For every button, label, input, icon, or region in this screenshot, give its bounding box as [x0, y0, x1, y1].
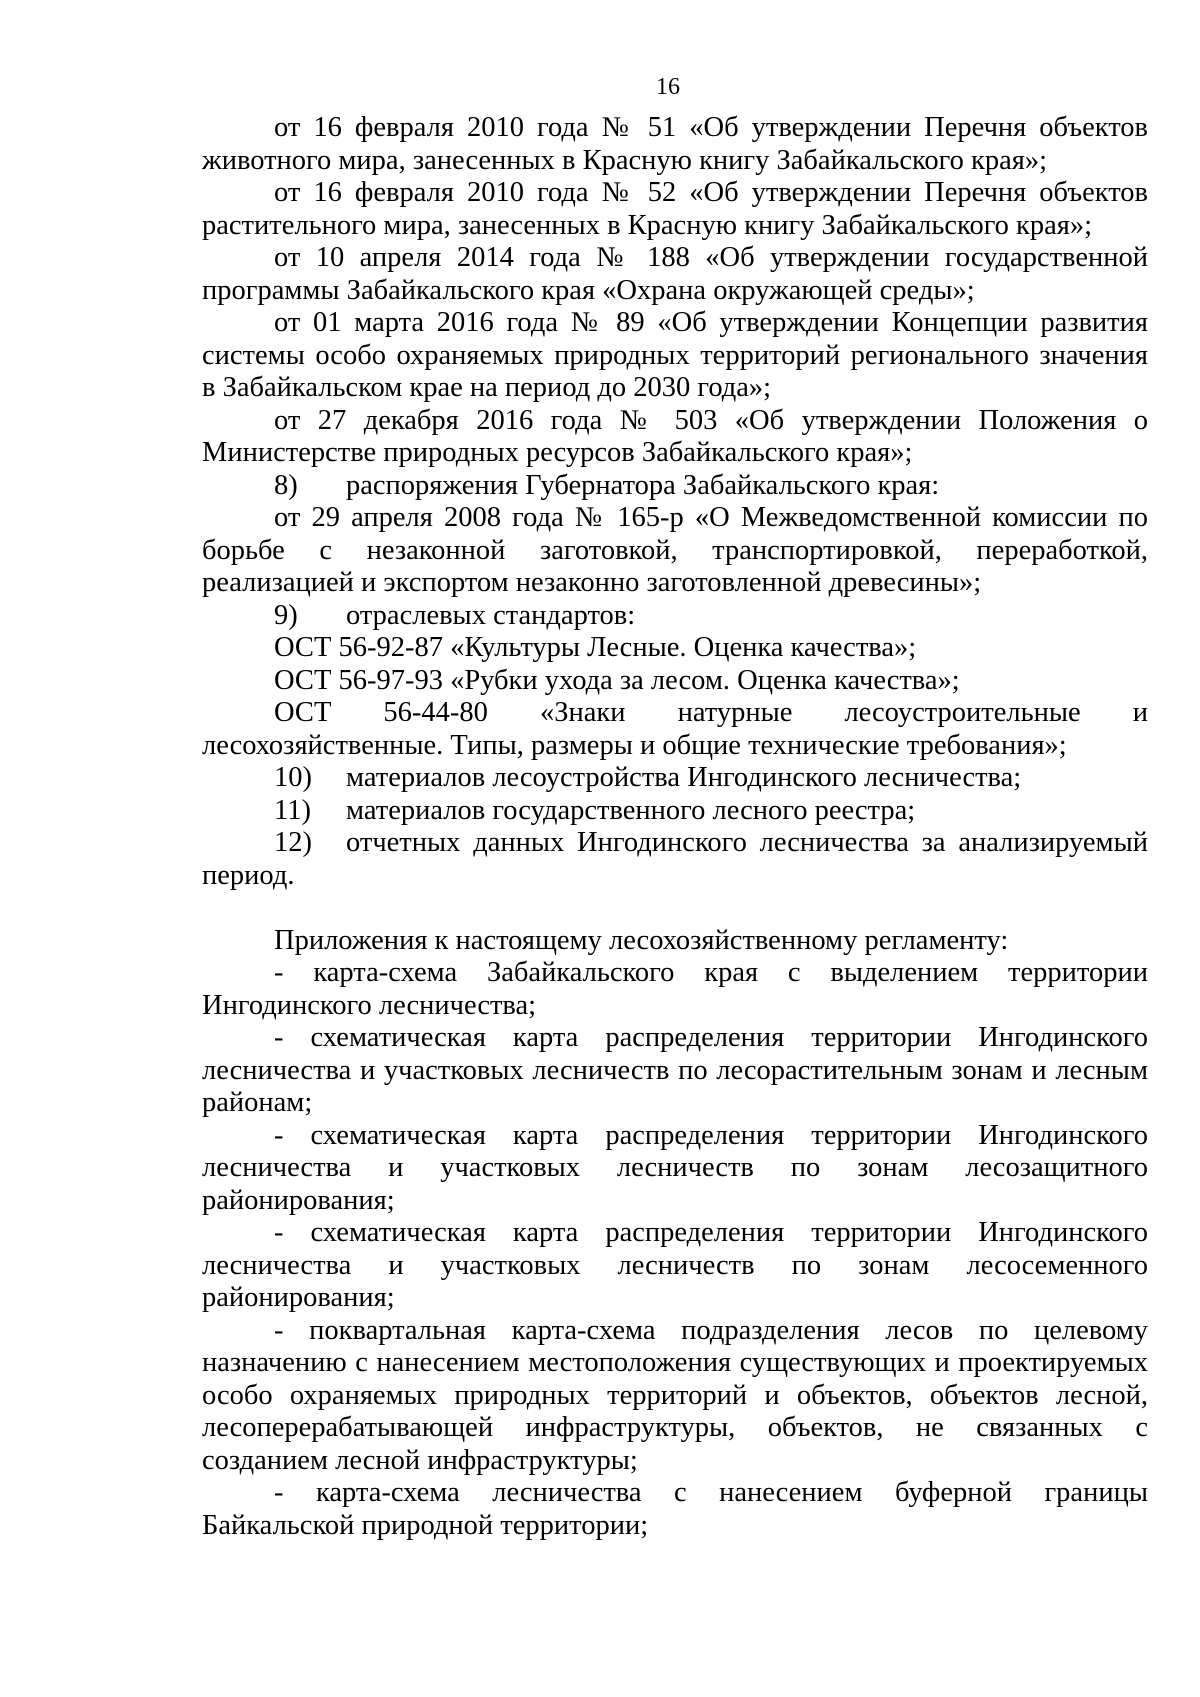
paragraph: от 10 апреля 2014 года № 188 «Об утверждении государственной программы Забайкальского края «Охрана окружающей среды»; — [202, 242, 1148, 306]
list-item-text: распоряжения Губернатора Забайкальского края: — [346, 469, 940, 501]
list-item-number: 11) — [274, 794, 311, 826]
list-item-text: материалов государственного лесного реестра; — [346, 794, 916, 826]
appendix-heading: Приложения к настоящему лесохозяйственному регламенту: — [274, 924, 1009, 956]
paragraph-gap — [202, 892, 1148, 925]
list-item-number: 9) — [274, 599, 298, 631]
standard-item: ОСТ 56-97-93 «Рубки ухода за лесом. Оценка качества»; — [274, 664, 960, 696]
list-item-11 — [202, 795, 1148, 828]
standard-item: ОСТ 56-92-87 «Культуры Лесные. Оценка качества»; — [274, 632, 917, 663]
list-item-9 — [202, 600, 1148, 633]
list-item-10 — [202, 762, 1148, 795]
list-item-text: отчетных данных Ингодинского лесничества за анализируемый период. — [202, 827, 1148, 891]
list-item-number: 10) — [274, 762, 312, 793]
paragraph: от 29 апреля 2008 года № 165-р «О Межведомственной комиссии по борьбе с незаконной заготовкой, транспортировкой, переработкой, реализацией и экспортом незаконно заготовленной древесины»; — [202, 502, 1148, 598]
appendix-item: - поквартальная карта-схема подразделения лесов по целевому назначению с нанесением местоположения существующих и проектируемых особо охраняемых природных территорий и объектов, объектов лесной, лесоперерабатывающей инфраструктуры, объектов, не связанных с созданием лесной инфраструктуры; — [202, 1314, 1148, 1476]
standard-item: ОСТ 56-44-80 «Знаки натурные лесоустроительные и лесохозяйственные. Типы, размеры и общие технические требования»; — [202, 697, 1148, 761]
appendix-item: - схематическая карта распределения территории Ингодинского лесничества и участковых лесничеств по зонам лесозащитного районирования; — [202, 1119, 1148, 1216]
appendix-item: - карта-схема Забайкальского края с выделением территории Ингодинского лесничества; — [202, 957, 1148, 1021]
list-item-12 — [202, 827, 1148, 892]
list-item-number: 8) — [274, 469, 298, 501]
appendix-item: - карта-схема лесничества с нанесением буферной границы Байкальской природной территории; — [202, 1477, 1148, 1541]
document-body — [202, 112, 1148, 1542]
paragraph: от 01 марта 2016 года № 89 «Об утверждении Концепции развития системы особо охраняемых природных территорий регионального значения в Забайкальском крае на период до 2030 года»; — [202, 307, 1148, 403]
appendix-item: - схематическая карта распределения территории Ингодинского лесничества и участковых лесничеств по зонам лесосеменного районирования; — [202, 1217, 1148, 1313]
page-number: 16 — [656, 74, 680, 100]
list-item-text: отраслевых стандартов: — [346, 599, 636, 631]
list-item-8 — [202, 470, 1148, 503]
list-item-number: 12) — [274, 827, 312, 858]
paragraph: от 16 февраля 2010 года № 51 «Об утверждении Перечня объектов животного мира, занесенных в Красную книгу Забайкальского края»; — [202, 112, 1148, 176]
paragraph: от 27 декабря 2016 года № 503 «Об утверждении Положения о Министерстве природных ресурсов Забайкальского края»; — [202, 404, 1148, 468]
list-item-text: материалов лесоустройства Ингодинского лесничества; — [346, 762, 1022, 793]
appendix-item: - схематическая карта распределения территории Ингодинского лесничества и участковых лесничеств по лесорастительным зонам и лесным районам; — [202, 1022, 1148, 1118]
paragraph: от 16 февраля 2010 года № 52 «Об утверждении Перечня объектов растительного мира, занесенных в Красную книгу Забайкальского края»; — [202, 177, 1148, 241]
